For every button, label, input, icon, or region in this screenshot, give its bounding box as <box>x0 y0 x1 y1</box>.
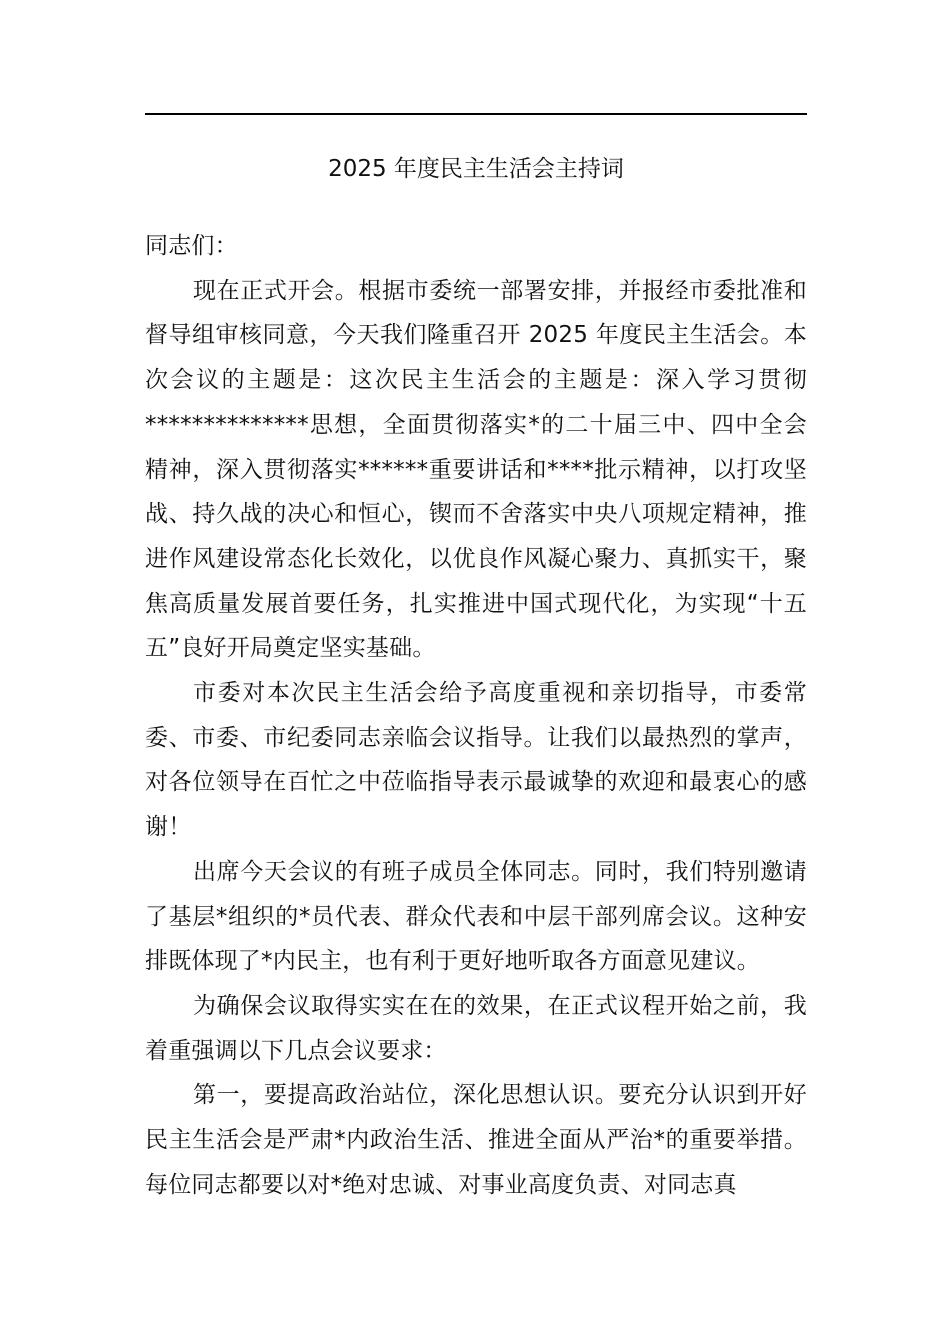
paragraph-attendees: 出席今天会议的有班子成员全体同志。同时，我们特别邀请了基层*组织的*员代表、群众代表和中层干部列席会议。这种安排既体现了*内民主，也有利于更好地听取各方面意见建议。 <box>145 858 807 975</box>
header-rule <box>145 113 807 115</box>
document-body <box>145 224 807 1207</box>
paragraph-requirements-intro: 为确保会议取得实实在在的效果，在正式议程开始之前，我着重强调以下几点会议要求： <box>145 992 807 1064</box>
salutation: 同志们： <box>145 233 238 259</box>
paragraph-opening: 现在正式开会。根据市委统一部署安排，并报经市委批准和督导组审核同意，今天我们隆重召开 2025 年度民主生活会。本次会议的主题是：这次民主生活会的主题是：深入学习贯彻**************思想，全面贯彻落实*的二十届三中、四中全会精神，深入贯彻落实******重要讲话和****批示精神，以打攻坚战、持久战的决心和恒心，锲而不舍落实中央八项规定精神，推进作风建设常态化长效化，以优良作风凝心聚力、真抓实干，聚焦高质量发展首要任务，扎实推进中国式现代化，为实现“十五五”良好开局奠定坚实基础。 <box>145 277 807 662</box>
document-title: 2025 年度民主生活会主持词 <box>328 156 624 182</box>
paragraph-requirement-one: 第一，要提高政治站位，深化思想认识。要充分认识到开好民主生活会是严肃*内政治生活、推进全面从严治*的重要举措。每位同志都要以对*绝对忠诚、对事业高度负责、对同志真 <box>145 1082 807 1198</box>
paragraph-welcome: 市委对本次民主生活会给予高度重视和亲切指导，市委常委、市委、市纪委同志亲临会议指导。让我们以最热烈的掌声，对各位领导在百忙之中莅临指导表示最诚挚的欢迎和最衷心的感谢！ <box>145 680 807 841</box>
